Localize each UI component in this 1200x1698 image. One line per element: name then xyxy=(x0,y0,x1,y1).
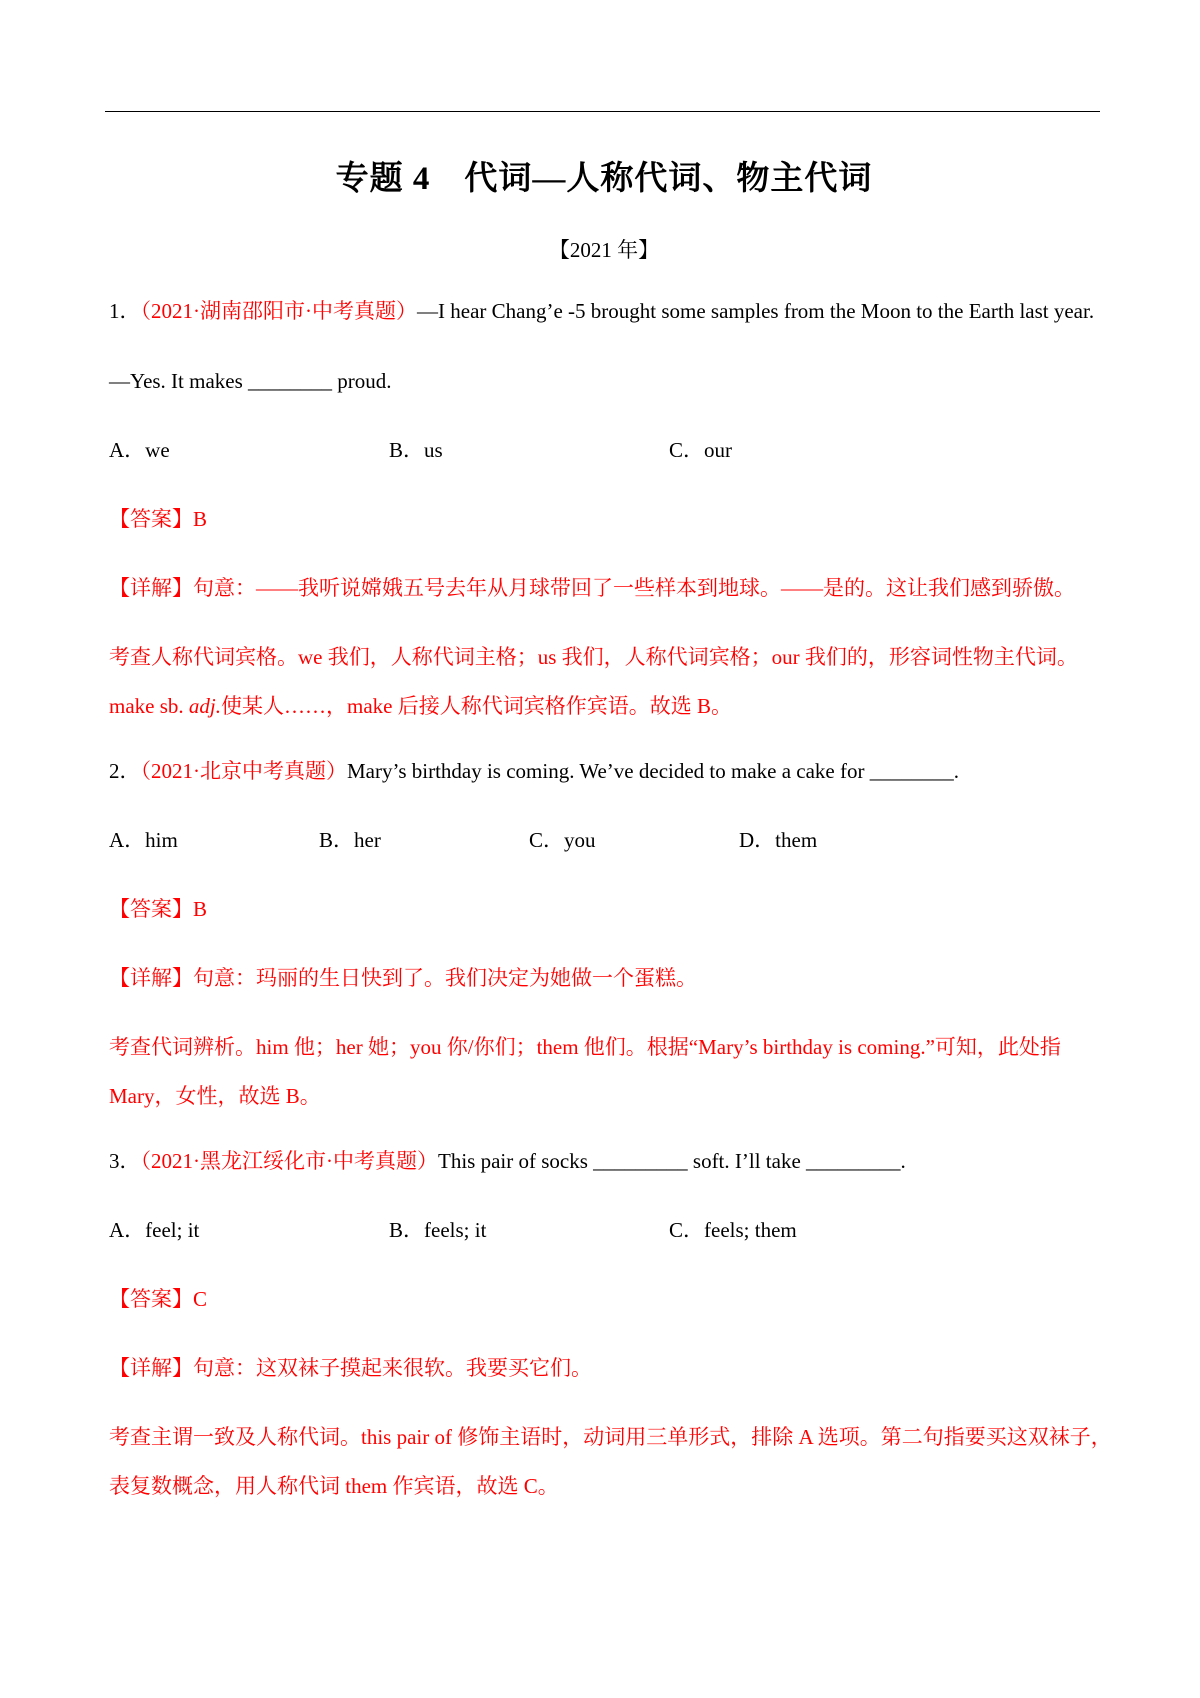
question-1-explain-line-1: 【详解】句意：——我听说嫦娥五号去年从月球带回了一些样本到地球。——是的。这让我们感到骄傲。 xyxy=(109,576,1075,600)
question-2-explain-line-2: 考查代词辨析。him 他；her 她；you 你/你们；them 他们。根据“Mary’s birthday is coming.”可知，此处指 xyxy=(109,1035,1061,1059)
question-3-answer: 【答案】C xyxy=(109,1287,208,1311)
question-1-explain-line-3: make sb. adj.使某人……，make 后接人称代词宾格作宾语。故选 B。 xyxy=(109,694,732,718)
answer-value: B xyxy=(193,897,208,921)
question-2-stem xyxy=(109,757,959,785)
option-b: B．us xyxy=(389,438,443,462)
question-source: （2021·北京中考真题） xyxy=(140,759,347,783)
question-1-explain-line-2: 考查人称代词宾格。we 我们，人称代词主格；us 我们，人称代词宾格；our 我们的，形容词性物主代词。 xyxy=(109,645,1078,669)
question-source: （2021·湖南邵阳市·中考真题） xyxy=(140,299,417,323)
option-a: A．we xyxy=(109,438,170,462)
question-source: （2021·黑龙江绥化市·中考真题） xyxy=(140,1149,438,1173)
option-d: D．them xyxy=(739,828,818,852)
question-3-explain-line-2: 考查主谓一致及人称代词。this pair of 修饰主语时，动词用三单形式，排除 A 选项。第二句指要买这双袜子， xyxy=(109,1425,1112,1449)
header-rule xyxy=(105,111,1100,112)
option-b: B．her xyxy=(319,828,381,852)
question-2-answer: 【答案】B xyxy=(109,897,208,921)
question-3-stem xyxy=(109,1147,906,1175)
option-b: B．feels; it xyxy=(389,1218,487,1242)
question-3-explain-line-3: 表复数概念，用人称代词 them 作宾语，故选 C。 xyxy=(109,1474,559,1498)
question-text: This pair of socks _________ soft. I’ll take _________. xyxy=(438,1149,906,1173)
question-text: —I hear Chang’e -5 brought some samples from the Moon to the Earth last year. xyxy=(417,299,1095,323)
question-1-answer: 【答案】B xyxy=(109,507,208,531)
question-2-explain-line-3: Mary，女性，故选 B。 xyxy=(109,1084,321,1108)
option-c: C．feels; them xyxy=(669,1218,797,1242)
question-3-explain-line-1: 【详解】句意：这双袜子摸起来很软。我要买它们。 xyxy=(109,1356,592,1380)
page-title: 专题 4 代词—人称代词、物主代词 xyxy=(335,161,873,197)
question-1-stem-line-2: —Yes. It makes ________ proud. xyxy=(109,369,392,393)
question-2-explain-line-1: 【详解】句意：玛丽的生日快到了。我们决定为她做一个蛋糕。 xyxy=(109,966,697,990)
question-number: 1． xyxy=(109,299,141,323)
option-c: C．you xyxy=(529,828,596,852)
option-c: C．our xyxy=(669,438,732,462)
question-number: 2． xyxy=(109,759,141,783)
answer-value: C xyxy=(193,1287,208,1311)
answer-value: B xyxy=(193,507,208,531)
option-a: A．him xyxy=(109,828,178,852)
question-text: Mary’s birthday is coming. We’ve decided to make a cake for ________. xyxy=(347,759,959,783)
question-number: 3． xyxy=(109,1149,141,1173)
option-a: A．feel; it xyxy=(109,1218,200,1242)
question-1-stem xyxy=(109,297,1094,325)
section-year: 【2021 年】 xyxy=(548,238,660,262)
answer-blank: ________ xyxy=(248,369,333,393)
